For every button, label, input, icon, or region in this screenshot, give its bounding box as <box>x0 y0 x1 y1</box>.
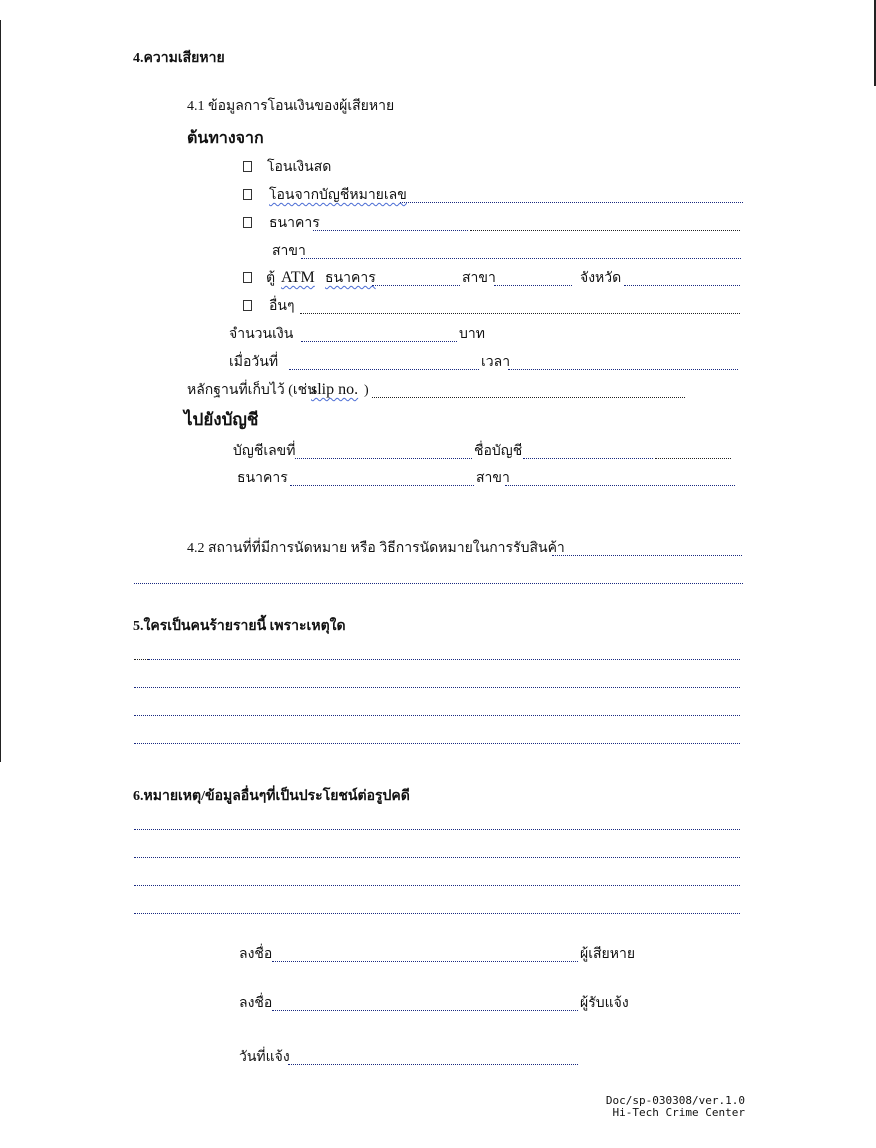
atm-bank-field[interactable] <box>372 275 460 286</box>
other-field[interactable] <box>300 303 740 314</box>
culprit-field-start[interactable] <box>134 649 148 660</box>
atm-branch-field[interactable] <box>494 275 572 286</box>
account-option-label: โอนจากบัญชีหมายเลข <box>269 188 407 203</box>
report-date-label: วันที่แจ้ง <box>239 1050 290 1065</box>
bank-name-field-extension[interactable] <box>470 220 740 231</box>
notes-field-line-4[interactable] <box>134 903 740 914</box>
cash-option-label: โอนเงินสด <box>267 160 332 175</box>
other-checkbox[interactable] <box>243 300 252 311</box>
report-date-field[interactable] <box>288 1054 578 1065</box>
notes-field-line-3[interactable] <box>134 875 740 886</box>
culprit-field-line-3[interactable] <box>134 705 740 716</box>
notes-field-line-2[interactable] <box>134 847 740 858</box>
section-4-title: 4.ความเสียหาย <box>133 51 225 66</box>
organization-name: Hi-Tech Crime Center <box>612 1106 745 1119</box>
source-heading: ต้นทางจาก <box>187 130 264 147</box>
receiver-role-label: ผู้รับแจ้ง <box>580 996 629 1011</box>
culprit-field-line-2[interactable] <box>134 677 740 688</box>
transfer-time-label: เวลา <box>481 355 511 370</box>
cash-checkbox[interactable] <box>243 161 252 172</box>
victim-signature-field[interactable] <box>272 951 578 962</box>
culprit-field-line-1[interactable] <box>148 649 740 660</box>
notes-field-line-1[interactable] <box>134 819 740 830</box>
section-5-title: 5.ใครเป็นคนร้ายรายนี้ เพราะเหตุใด <box>133 619 346 634</box>
receiver-signature-field[interactable] <box>272 1000 578 1011</box>
evidence-field[interactable] <box>372 387 685 398</box>
section-4-2-label: 4.2 สถานที่ที่มีการนัดหมาย หรือ วิธีการนัดหมายในการรับสินค้า <box>187 541 565 556</box>
transfer-date-label: เมื่อวันที่ <box>229 355 279 370</box>
amount-field[interactable] <box>301 331 457 342</box>
dest-bank-label: ธนาคาร <box>237 471 288 486</box>
dest-account-field[interactable] <box>295 448 472 459</box>
meeting-place-field-line-2[interactable] <box>134 573 743 584</box>
transfer-time-field[interactable] <box>508 359 738 370</box>
destination-heading: ไปยังบัญชี <box>184 410 259 429</box>
victim-sign-label: ลงชื่อ <box>239 947 273 962</box>
amount-label: จำนวนเงิน <box>229 327 294 342</box>
dest-account-name-field-extension[interactable] <box>655 448 731 459</box>
province-field[interactable] <box>624 275 740 286</box>
atm-checkbox[interactable] <box>243 272 252 283</box>
province-label: จังหวัด <box>580 271 622 286</box>
amount-unit-label: บาท <box>459 327 485 342</box>
receiver-sign-label: ลงชื่อ <box>239 996 273 1011</box>
section-6-title: 6.หมายเหตุ/ข้อมูลอื่นๆที่เป็นประโยชน์ต่อรูปคดี <box>133 789 410 804</box>
evidence-label: หลักฐานที่เก็บไว้ (เช่น <box>187 383 317 398</box>
account-number-field[interactable] <box>400 192 743 203</box>
dest-branch-field[interactable] <box>505 475 735 486</box>
atm-bank-label: ธนาคาร <box>325 271 376 286</box>
transfer-date-field[interactable] <box>289 359 479 370</box>
branch-label: สาขา <box>272 244 306 259</box>
culprit-field-line-4[interactable] <box>134 733 740 744</box>
meeting-place-field[interactable] <box>552 545 742 556</box>
dest-account-name-field[interactable] <box>523 448 653 459</box>
account-checkbox[interactable] <box>243 189 252 200</box>
dest-account-name-label: ชื่อบัญชี <box>474 444 523 459</box>
atm-branch-label: สาขา <box>462 271 496 286</box>
evidence-close-paren: ) <box>364 383 369 398</box>
bank-checkbox[interactable] <box>243 217 252 228</box>
section-4-1-label: 4.1 ข้อมูลการโอนเงินของผู้เสียหาย <box>187 99 395 114</box>
atm-prefix-label: ตู้ <box>266 271 276 286</box>
bank-name-field[interactable] <box>313 220 468 231</box>
branch-field[interactable] <box>301 248 741 259</box>
victim-role-label: ผู้เสียหาย <box>580 947 636 962</box>
evidence-slip-label: slip no. <box>311 381 359 398</box>
other-option-label: อื่นๆ <box>269 299 295 314</box>
dest-account-label: บัญชีเลขที่ <box>233 444 296 459</box>
dest-branch-label: สาขา <box>476 471 510 486</box>
bank-option-label: ธนาคาร <box>269 216 320 231</box>
dest-bank-field[interactable] <box>290 475 474 486</box>
page-edge-left <box>0 20 1 762</box>
doc-code: Doc/sp-030308/ver.1.0 <box>605 1094 745 1107</box>
atm-label: ATM <box>281 269 315 286</box>
